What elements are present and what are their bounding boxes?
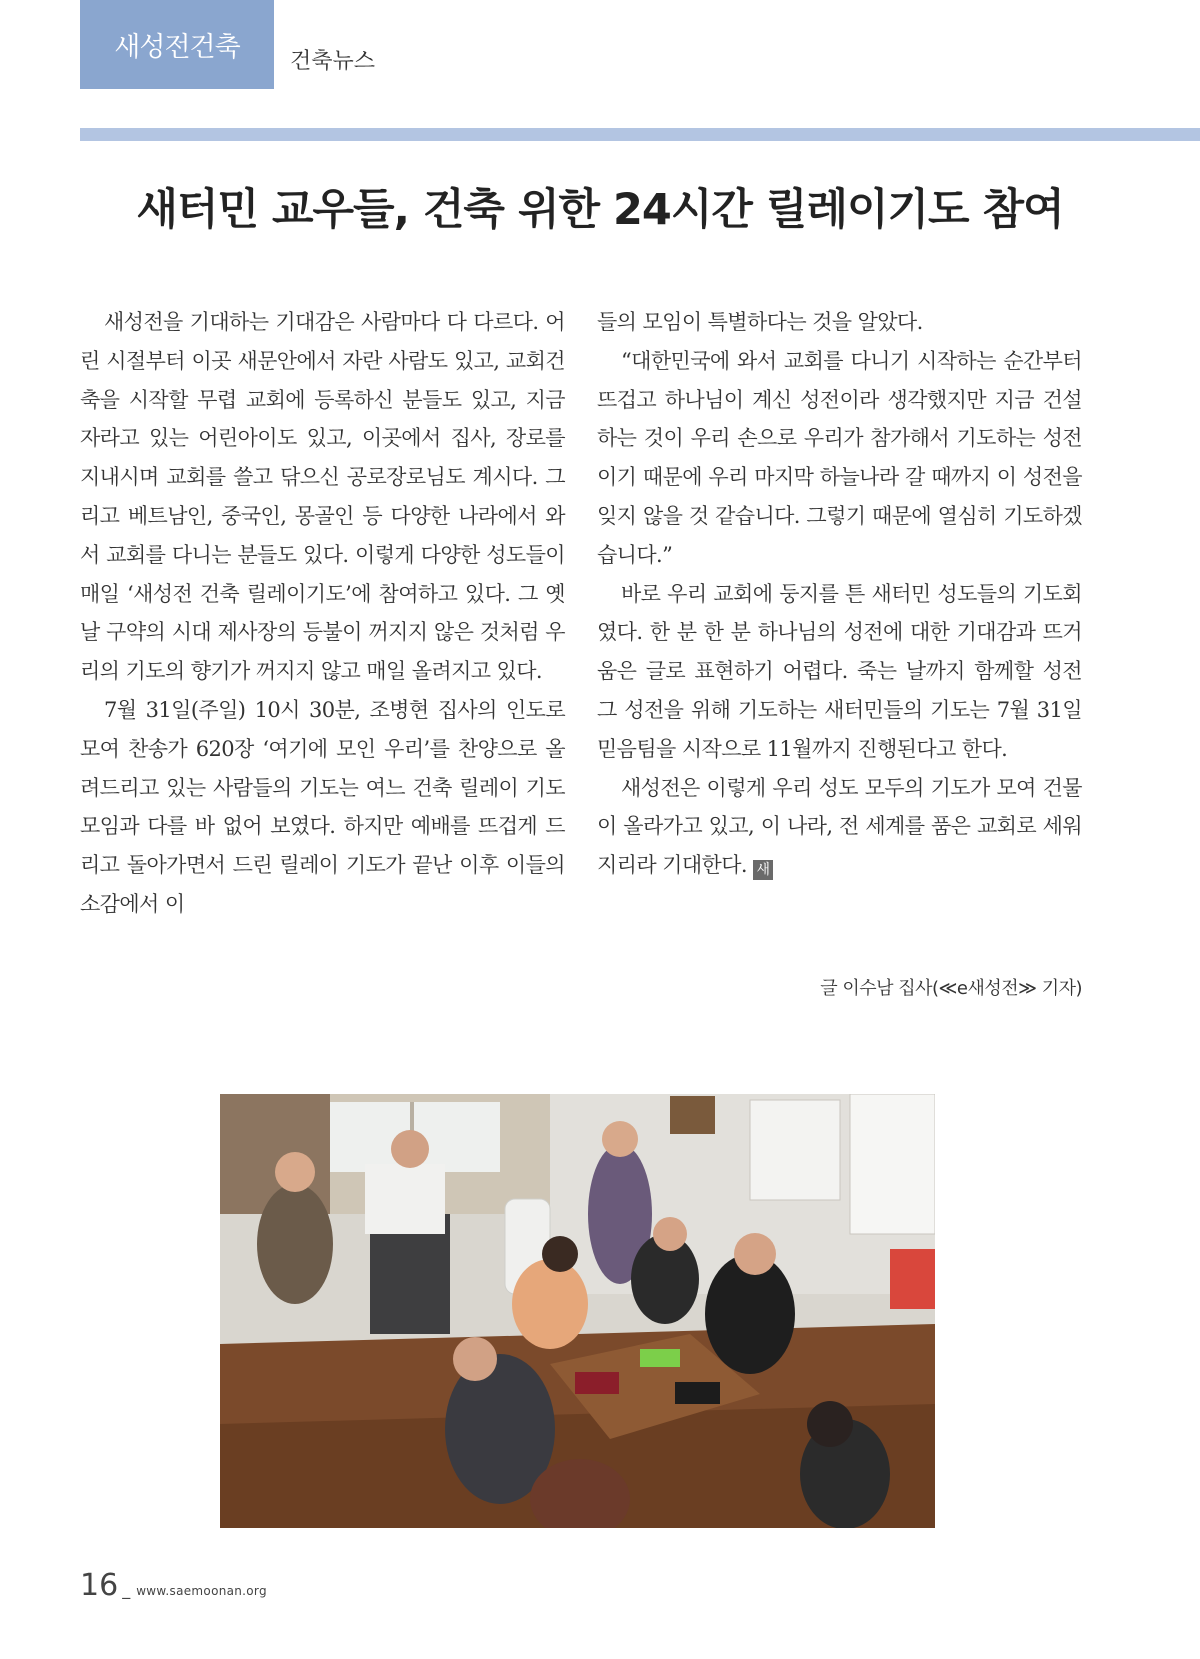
- page-number: 16: [80, 1568, 119, 1603]
- paragraph: 바로 우리 교회에 둥지를 튼 새터민 성도들의 기도회였다. 한 분 한 분 하나님의 성전에 대한 기대감과 뜨거움은 글로 표현하기 어렵다. 죽는 날까지 함께할 성전 그 성전을 위해 기도하는 새터민들의 기도는 7월 31일 믿음팀을 시작으로 11월까지 진행된다고 한다.: [597, 581, 1082, 761]
- byline: 글 이수남 집사(≪e새성전≫ 기자): [820, 978, 1082, 999]
- page-footer: [80, 1568, 267, 1603]
- paragraph: 새성전을 기대하는 기대감은 사람마다 다 다르다. 어린 시절부터 이곳 새문안에서 자란 사람도 있고, 교회건축을 시작할 무렵 교회에 등록하신 분들도 있고, 지금 자라고 있는 어린아이도 있고, 이곳에서 집사, 장로를 지내시며 교회를 쓸고 닦으신 공로장로님도 계시다. 그리고 베트남인, 중국인, 몽골인 등 다양한 나라에서 와서 교회를 다니는 분들도 있다. 이렇게 다양한 성도들이 매일 ‘새성전 건축 릴레이기도’에 참여하고 있다. 그 옛날 구약의 시대 제사장의 등불이 꺼지지 않은 것처럼 우리의 기도의 향기가 꺼지지 않고 매일 올려지고 있다.: [80, 310, 565, 684]
- footer-separator: _: [122, 1580, 131, 1599]
- header-rule: [80, 128, 1200, 141]
- section-tab: 새성전건축: [80, 0, 274, 89]
- article-column-right: [597, 303, 1082, 885]
- prayer-meeting-photo: [220, 1094, 935, 1528]
- article-title: 새터민 교우들, 건축 위한 24시간 릴레이기도 참여: [136, 185, 1064, 235]
- article-column-left: [80, 303, 565, 924]
- closing-text: 새성전은 이렇게 우리 성도 모두의 기도가 모여 건물이 올라가고 있고, 이 나라, 전 세계를 품은 교회로 세워지리라 기대한다.: [597, 775, 1082, 878]
- paragraph-continuation: 들의 모임이 특별하다는 것을 알았다.: [597, 310, 923, 334]
- paragraph: 7월 31일(주일) 10시 30분, 조병현 집사의 인도로 모여 찬송가 620장 ‘여기에 모인 우리’를 찬양으로 올려드리고 있는 사람들의 기도는 여느 건축 릴레이 기도 모임과 다를 바 없어 보였다. 하지만 예배를 뜨겁게 드리고 돌아가면서 드린 릴레이 기도가 끝난 이후 이들의 소감에서 이: [80, 697, 565, 916]
- end-mark-icon: 새: [753, 860, 773, 880]
- closing-paragraph: [597, 769, 1082, 885]
- quote-paragraph: “대한민국에 와서 교회를 다니기 시작하는 순간부터 뜨겁고 하나님이 계신 성전이라 생각했지만 지금 건설하는 것이 우리 손으로 우리가 참가해서 기도하는 성전이기 때문에 우리 마지막 하늘나라 갈 때까지 이 성전을 잊지 않을 것 같습니다. 그렇기 때문에 열심히 기도하겠습니다.”: [597, 348, 1082, 567]
- website-url: www.saemoonan.org: [136, 1584, 267, 1598]
- subsection-label: 건축뉴스: [290, 49, 376, 74]
